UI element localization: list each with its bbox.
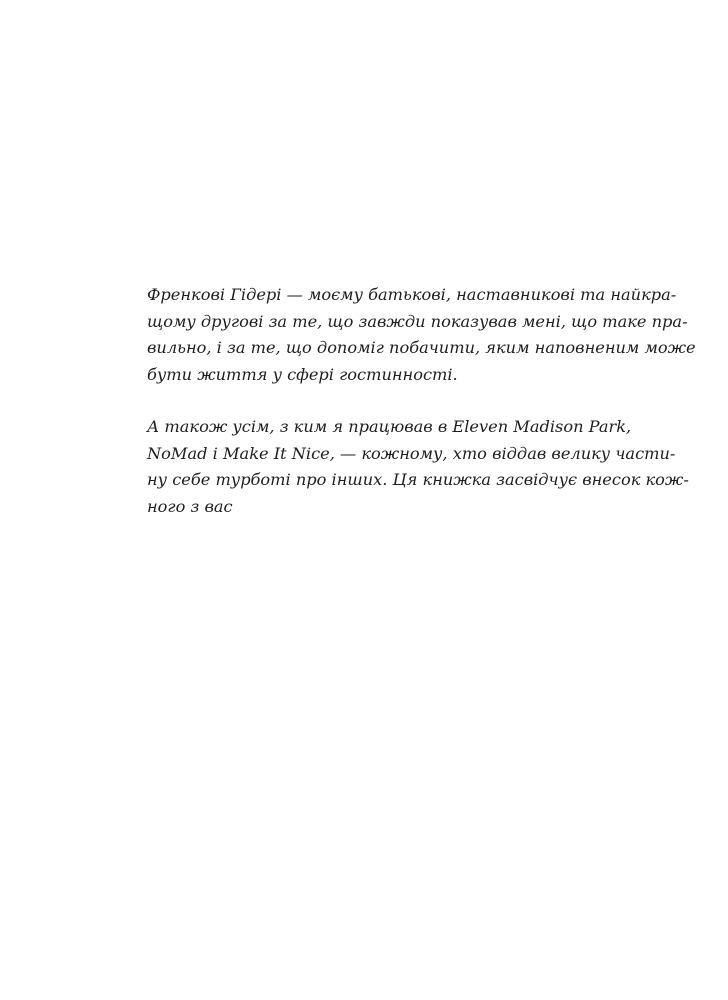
text-line: NoMad і Make It Nice, — кожному, хто віддав велику части- [147,443,676,463]
text-line: А також усім, з ким я працював в Eleven Madison Park, [147,417,632,436]
text-line: ного з вас [147,496,233,516]
text-line: вильно, і за те, що допоміг побачити, яким наповненим може [147,338,696,357]
dedication-paragraph-2 [147,414,689,520]
text-line: Френкові Гідері — моєму батькові, наставникові та найкра- [147,285,677,304]
text-line: ну себе турботі про інших. Ця книжка засвідчує внесок кож- [147,470,689,489]
dedication-paragraph-1 [147,282,696,388]
text-line: щому другові за те, що завжди показував мені, що таке пра- [147,311,688,331]
dedication-text [147,282,696,520]
text-line: бути життя у сфері гостинності. [147,364,458,384]
